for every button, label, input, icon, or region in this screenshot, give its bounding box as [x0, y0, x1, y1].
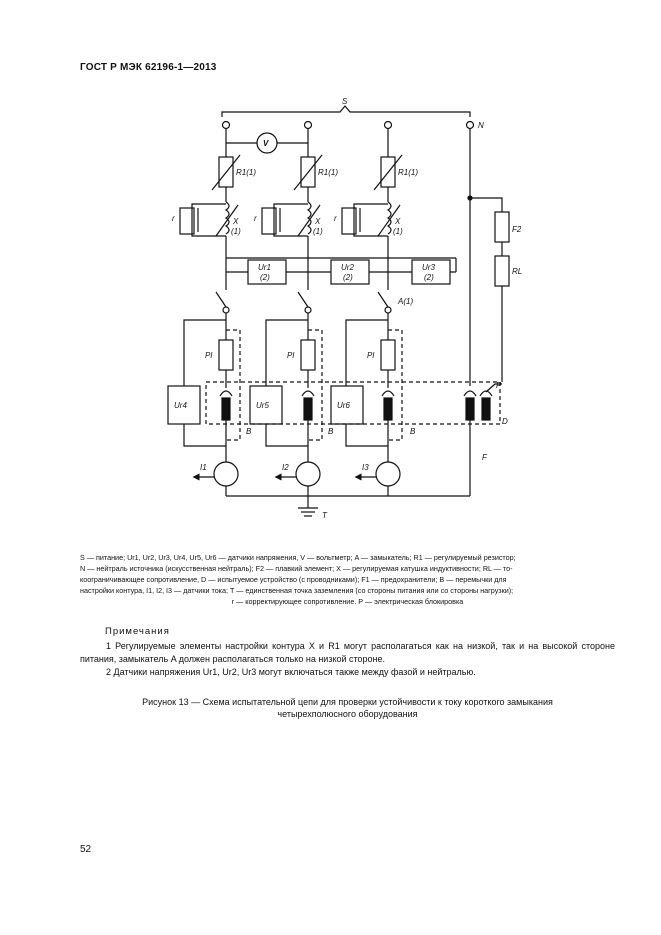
figure-caption: [80, 696, 615, 720]
switch-a-1: [216, 292, 226, 307]
label-rl: RL: [512, 267, 523, 276]
label-r-1: r: [172, 214, 175, 223]
label-x2-sub: (1): [313, 227, 323, 236]
label-x-2: X: [315, 217, 321, 226]
notes-title: Примечания: [105, 626, 170, 637]
label-ur3-sub: (2): [424, 273, 434, 282]
label-ur1-sub: (2): [260, 273, 270, 282]
label-ur6: Ur6: [337, 401, 350, 410]
resistor-rl: [495, 256, 509, 286]
label-v: V: [263, 139, 269, 148]
fuse-f2: [495, 212, 509, 242]
label-r1-2: R1(1): [318, 168, 339, 177]
figure-legend: [80, 552, 615, 607]
switch-a-3: [378, 292, 388, 307]
note-1: 1 Регулируемые элементы настройки контура X и R1 могут располагаться как на низкой, так и на высокой стороне питания, замыкатель A должен располагаться только на низкой стороне.: [80, 641, 615, 664]
label-f: F: [482, 453, 487, 462]
fuse-pl-1: [219, 340, 233, 370]
legend-line-3: коограничивающее сопротивление, D — испытуемое устройство (с проводниками); F1 — предохранители; B — перемычки для: [80, 575, 507, 584]
label-ur2: Ur2: [341, 263, 354, 272]
label-pl-2: Pl: [287, 351, 295, 360]
current-sensor-i2: [296, 462, 320, 486]
caption-line-1: Рисунок 13 — Схема испытательной цепи для проверки устойчивости к току короткого замыкания: [142, 697, 553, 707]
label-ur5: Ur5: [256, 401, 269, 410]
label-n: N: [478, 121, 484, 130]
label-a: A(1): [398, 297, 414, 306]
label-pl-3: Pl: [367, 351, 375, 360]
inductor-x-3: [342, 202, 400, 236]
current-sensor-i1: [214, 462, 238, 486]
label-pl-1: Pl: [205, 351, 213, 360]
label-i3: I3: [362, 463, 369, 472]
ground-t: [298, 508, 318, 516]
terminal-l3: [385, 122, 392, 129]
legend-line-1: S — питание; Ur1, Ur2, Ur3, Ur4, Ur5, Ur6 — датчики напряжения, V — вольтметр; A — замыкатель; R1 — регулируемый резистор;: [80, 553, 516, 562]
label-x-3: X: [395, 217, 401, 226]
label-ur2-sub: (2): [343, 273, 353, 282]
terminal-l2: [305, 122, 312, 129]
label-r1-1: R1(1): [236, 168, 257, 177]
terminal-n: [467, 122, 474, 129]
supply-brace: [222, 106, 470, 117]
note-2: 2 Датчики напряжения Ur1, Ur2, Ur3 могут включаться также между фазой и нейтралью.: [106, 667, 476, 677]
label-d: D: [502, 417, 508, 426]
label-x-1: X: [233, 217, 239, 226]
label-x3-sub: (1): [393, 227, 403, 236]
label-r1-3: R1(1): [398, 168, 419, 177]
legend-line-2: N — нейтраль источника (искусственная нейтраль); F2 — плавкий элемент; X — регулируемая катушка индуктивности; RL — то-: [80, 564, 513, 573]
current-sensor-i3: [376, 462, 400, 486]
inductor-x-2: [262, 202, 320, 236]
label-s: S: [342, 97, 348, 106]
inductor-x-1: [180, 202, 238, 236]
label-i1: I1: [200, 463, 207, 472]
label-b-3: B: [410, 427, 416, 436]
fuse-pl-3: [381, 340, 395, 370]
label-r-2: r: [254, 214, 257, 223]
label-f2: F2: [512, 225, 522, 234]
label-b-2: B: [328, 427, 334, 436]
label-ur1: Ur1: [258, 263, 271, 272]
label-ur3: Ur3: [422, 263, 435, 272]
label-ur4: Ur4: [174, 401, 187, 410]
caption-line-2: четырехполюсного оборудования: [277, 709, 418, 719]
label-b-1: B: [246, 427, 252, 436]
label-i2: I2: [282, 463, 289, 472]
legend-line-5: r — корректирующее сопротивление. P — электрическая блокировка: [231, 597, 464, 606]
page-number: 52: [80, 844, 92, 855]
switch-a-2: [298, 292, 308, 307]
terminal-l1: [223, 122, 230, 129]
label-p: P: [496, 381, 502, 390]
label-r-3: r: [334, 214, 337, 223]
label-x1-sub: (1): [231, 227, 241, 236]
legend-line-4: настройки контура, I1, I2, I3 — датчики тока; T — единственная точка заземления (со стороны питания или со стороны нагрузки);: [80, 586, 514, 595]
fuse-pl-2: [301, 340, 315, 370]
label-t: T: [322, 511, 327, 520]
document-header: ГОСТ Р МЭК 62196-1—2013: [80, 62, 217, 73]
